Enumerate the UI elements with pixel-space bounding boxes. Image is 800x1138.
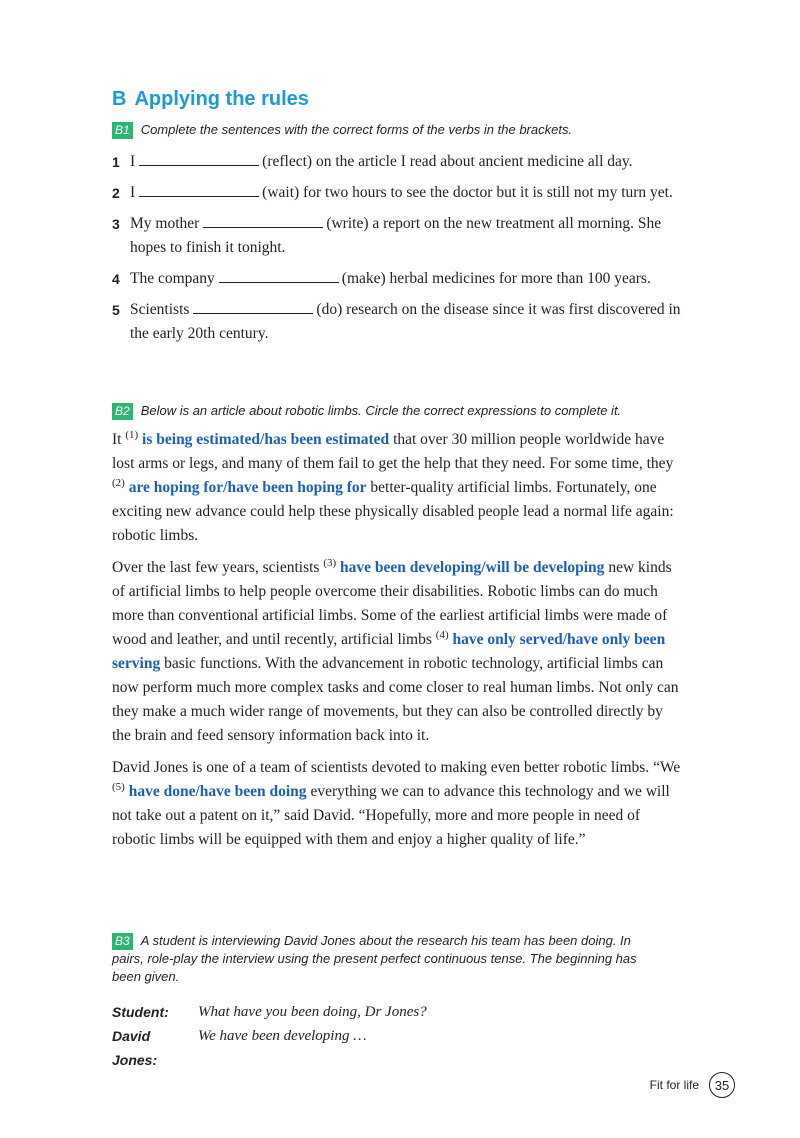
question-number: (3) [323,556,337,569]
exercise-after: (write) a report on the new treatment all morning. She hopes to finish it tonight. [130,215,662,256]
article-paragraph-3 [112,756,682,852]
page-footer [650,1072,735,1098]
article [112,428,682,860]
b2-instruction: Below is an article about robotic limbs. Circle the correct expressions to complete it. [140,403,622,418]
dialog-row [112,1000,427,1024]
exercise-number: 1 [112,154,120,170]
dialog-line: What have you been doing, Dr Jones? [198,1004,427,1020]
answer-blank[interactable] [193,299,313,314]
exercise-item [112,212,682,260]
answer-blank[interactable] [139,182,259,197]
exercise-after: (do) research on the disease since it was first discovered in the early 20th century. [130,301,681,342]
exercise-after: (make) herbal medicines for more than 100 years. [341,270,651,287]
article-text: David Jones is one of a team of scientists devoted to making even better robotic limbs. “We [112,759,681,776]
unit-title: Fit for life [649,1078,699,1092]
exercise-item [112,150,682,174]
exercise-before: I [130,184,136,201]
article-text: Over the last few years, scientists [112,559,324,576]
dialog-speaker: Student: [112,1004,169,1020]
article-text: basic functions. With the advancement in robotic technology, artificial limbs can now perform much more complex tasks and come closer to real human limbs. Not only can they make a much wider range of movements, but they can also be controlled directly by the brain and feed sensory information back into it. [112,655,679,744]
b1-instruction: Complete the sentences with the correct forms of the verbs in the brackets. [140,122,573,137]
answer-option-2[interactable]: are hoping for/have been hoping for [128,479,367,496]
answer-option-5[interactable]: have done/have been doing [128,783,307,800]
exercise-after: (reflect) on the article I read about ancient medicine all day. [262,153,633,170]
section-title: Applying the rules [134,88,309,110]
answer-blank[interactable] [219,268,339,283]
article-paragraph-2 [112,556,682,748]
question-number: (4) [435,628,449,641]
exercise-number: 2 [112,185,120,201]
b3-instruction: A student is interviewing David Jones about the research his team has been doing. In pairs, role-play the interview using the present perfect continuous tense. The beginning has been given. [112,933,637,984]
exercise-before: Scientists [130,301,190,318]
exercise-after: (wait) for two hours to see the doctor but it is still not my turn yet. [262,184,673,201]
section-letter: B [112,88,127,110]
b2-tag: B2 [112,403,133,420]
article-text: It [112,431,126,448]
exercise-before: I [130,153,136,170]
article-text: better-quality artificial limbs. Fortunately, one exciting new advance could help these physically disabled people lead a normal life again: robotic limbs. [112,479,674,544]
dialog-line: We have been developing … [198,1028,367,1044]
dialog-row [112,1024,427,1072]
exercise-number: 4 [112,271,120,287]
article-text: that over 30 million people worldwide have lost arms or legs, and many of them fail to get the help that they need. For some time, they [112,431,674,472]
question-number: (1) [125,428,139,441]
answer-option-4[interactable]: have only served/have only been serving [112,631,666,672]
b1-exercise-list [112,150,682,353]
b3-instruction-row [112,932,662,986]
dialog [112,1000,427,1072]
answer-blank[interactable] [203,213,323,228]
exercise-item [112,181,682,205]
exercise-number: 5 [112,302,120,318]
article-paragraph-1 [112,428,682,548]
answer-blank[interactable] [139,151,259,166]
exercise-item [112,298,682,346]
section-heading [112,88,309,111]
article-text: everything we can to advance this technology and we will not take out a patent on it,” said David. “Hopefully, more and more people in need of robotic limbs will be equipped with them and enjoy a higher quality of life.” [112,783,670,848]
page-number: 35 [709,1072,735,1098]
answer-option-3[interactable]: have been developing/will be developing [340,559,605,576]
b2-instruction-row [112,402,692,420]
b1-tag: B1 [112,122,133,139]
exercise-before: My mother [130,215,200,232]
exercise-before: The company [130,270,215,287]
exercise-item [112,267,682,291]
b3-tag: B3 [112,933,133,950]
answer-option-1[interactable]: is being estimated/has been estimated [142,431,390,448]
question-number: (2) [112,476,125,489]
dialog-speaker: David Jones: [112,1028,158,1068]
article-text: new kinds of artificial limbs to help people overcome their disabilities. Robotic limbs can do much more than conventional artificial limbs. Some of the earliest artificial limbs were made of wood and leather, and until recently, artificial limbs [112,559,672,648]
exercise-number: 3 [112,216,120,232]
b1-instruction-row [112,121,692,139]
question-number: (5) [112,780,125,793]
